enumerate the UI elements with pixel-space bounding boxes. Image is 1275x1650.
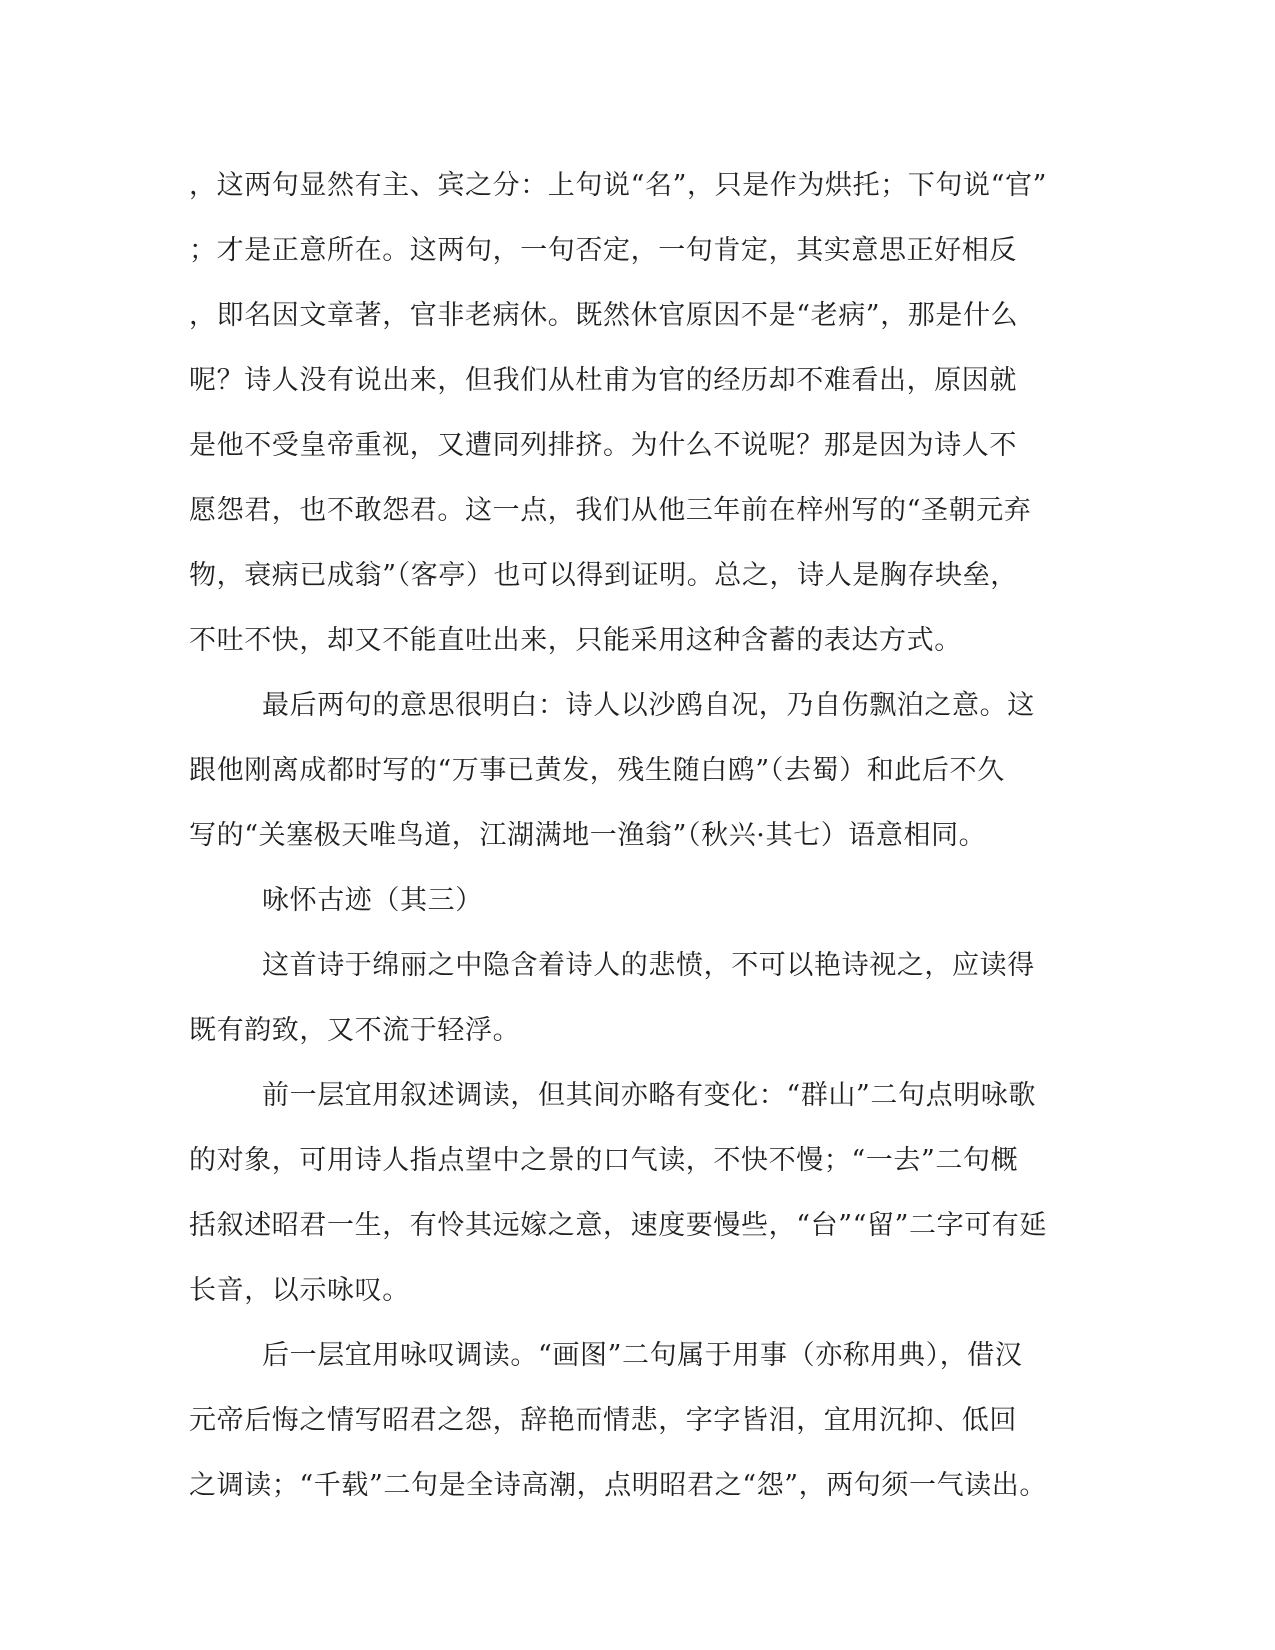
text-line: 括叙述昭君一生，有怜其远嫁之意，速度要慢些，“台”“留”二字可有延 — [189, 1210, 1048, 1241]
paragraph-start-line: 前一层宜用叙述调读，但其间亦略有变化：“群山”二句点明咏歌 — [262, 1080, 1037, 1111]
paragraph-start-line: 这首诗于绵丽之中隐含着诗人的悲愤，不可以艳诗视之，应读得 — [262, 950, 1035, 981]
text-line: 不吐不快，却又不能直吐出来，只能采用这种含蓄的表达方式。 — [189, 625, 962, 656]
text-line: 元帝后悔之情写昭君之怨，辞艳而情悲，字字皆泪，宜用沉抑、低回 — [189, 1405, 1017, 1436]
text-line: ，这两句显然有主、宾之分：上句说“名”，只是作为烘托；下句说“官” — [189, 170, 1048, 201]
text-line: ；才是正意所在。这两句，一句否定，一句肯定，其实意思正好相反 — [189, 235, 1017, 266]
text-line: 的对象，可用诗人指点望中之景的口气读，不快不慢；“一去”二句概 — [189, 1145, 1019, 1176]
text-line: 长音，以示咏叹。 — [189, 1275, 410, 1306]
text-line: 既有韵致，又不流于轻浮。 — [189, 1015, 521, 1046]
text-line: 是他不受皇帝重视，又遭同列排挤。为什么不说呢？那是因为诗人不 — [189, 430, 1017, 461]
text-line: ，即名因文章著，官非老病休。既然休官原因不是“老病”，那是什么 — [189, 300, 1019, 331]
text-line: 之调读；“千载”二句是全诗高潮，点明昭君之“怨”，两句须一气读出。 — [189, 1470, 1048, 1501]
paragraph-start-line: 后一层宜用咏叹调读。“画图”二句属于用事（亦称用典），借汉 — [262, 1340, 1023, 1371]
text-line: 呢？诗人没有说出来，但我们从杜甫为官的经历却不难看出，原因就 — [189, 365, 1017, 396]
section-heading: 咏怀古迹（其三） — [262, 885, 483, 916]
text-line: 物，衰病已成翁”（客亭）也可以得到证明。总之，诗人是胸存块垒， — [189, 560, 1018, 591]
document-body — [189, 164, 1069, 1529]
text-line: 跟他刚离成都时写的“万事已黄发，残生随白鸥”（去蜀）和此后不久 — [189, 755, 1005, 786]
text-line: 愿怨君，也不敢怨君。这一点，我们从他三年前在梓州写的“圣朝元弃 — [189, 495, 1032, 526]
paragraph-start-line: 最后两句的意思很明白：诗人以沙鸥自况，乃自伤飘泊之意。这 — [262, 690, 1035, 721]
text-line: 写的“关塞极天唯鸟道，江湖满地一渔翁”（秋兴·其七）语意相同。 — [189, 820, 987, 851]
